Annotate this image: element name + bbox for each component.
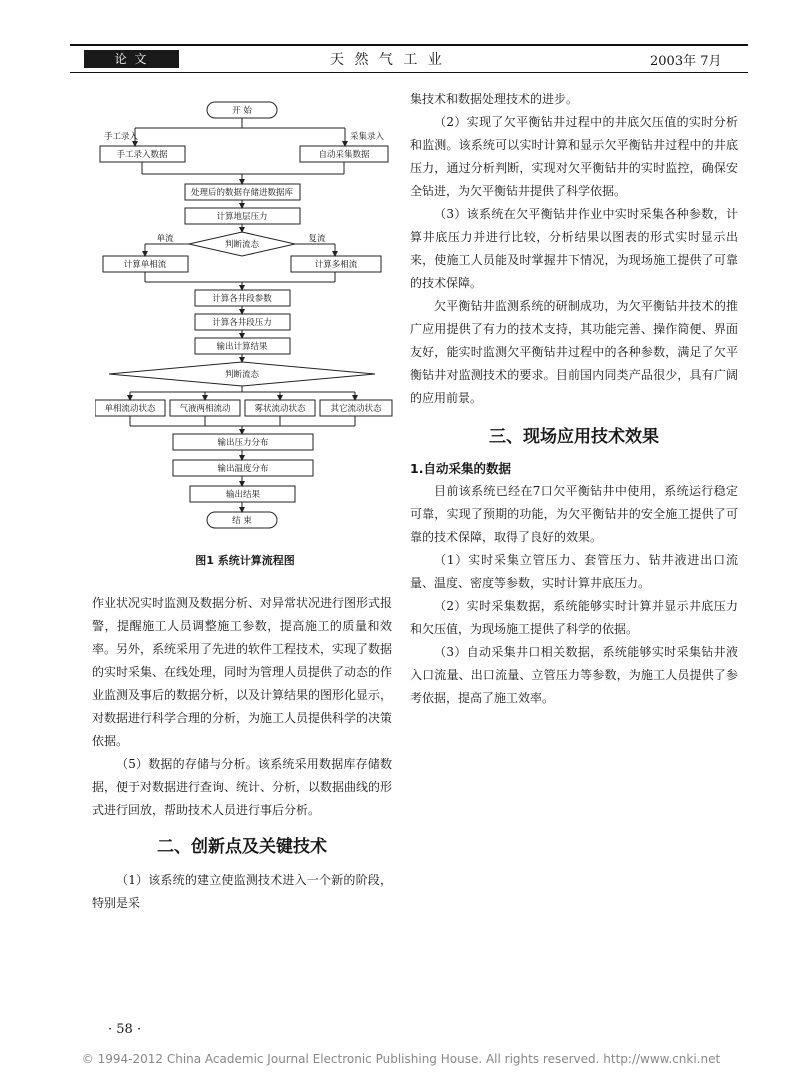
right-column: [410, 88, 738, 710]
right-subsection-heading: 1.自动采集的数据: [410, 461, 511, 476]
right-paragraph-6: （1）实时采集立管压力、套管压力、钻井液进出口流量、温度、密度等参数，实时计算井底压力。: [410, 553, 738, 590]
flow-state-label: 判断流态: [224, 370, 260, 380]
header-section-tag: 论 文: [84, 50, 179, 68]
right-paragraph-5: 目前该系统已经在7口欠平衡钻井中使用，系统运行稳定可靠，实现了预期的功能，为欠平衡钻井的安全施工提供了可靠的技术保障，取得了良好的效果。: [410, 484, 738, 544]
left-paragraph-3: （1）该系统的建立使监测技术进入一个新的阶段，特别是采: [92, 873, 392, 910]
flow-multi-branch-label: 复流: [308, 234, 326, 244]
flow-mode3-label: 雾状流动状态: [254, 404, 306, 414]
flow-mode4-label: 其它流动状态: [330, 404, 382, 414]
flow-pressure-label: 计算地层压力: [216, 212, 268, 222]
right-paragraph-2: （2）实现了欠平衡钻井过程中的井底欠压值的实时分析和监测。该系统可以实时计算和显示欠平衡钻井过程中的井底压力，通过分析判断，实现对欠平衡钻井的实时监控，确保安全钻进，为欠平衡钻井提供了科学依据。: [410, 115, 738, 198]
right-paragraph-3: （3）该系统在欠平衡钻井作业中实时采集各种参数，计算井底压力并进行比较，分析结果以图表的形式实时显示出来，使施工人员能及时掌握井下情况，为现场施工提供了可靠的技术保障。: [410, 207, 738, 290]
journal-title: 天 然 气 工 业: [330, 52, 445, 68]
flow-multi-label: 计算多相流: [314, 260, 358, 270]
flow-manual-input-label: 手工录入: [103, 132, 139, 142]
flow-pure-branch-label: 单流: [156, 234, 174, 244]
page-number: · 58 ·: [108, 1022, 142, 1037]
flow-manual-data-label: 手工录入数据: [116, 150, 168, 160]
flow-pure-label: 计算单相流: [123, 260, 167, 270]
left-column: [92, 592, 392, 915]
flow-mode1-label: 单相流动状态: [104, 404, 156, 414]
issue-date: 2003年 7月: [650, 54, 722, 69]
right-paragraph-4: 欠平衡钻井监测系统的研制成功，为欠平衡钻井技术的推广应用提供了有力的技术支持，其功能完善、操作简便、界面友好，能实时监测欠平衡钻井过程中的各种参数，满足了欠平衡钻井对监测技术的要求。目前国内同类产品很少，具有广阔的应用前景。: [410, 299, 738, 405]
left-paragraph-2: （5）数据的存储与分析。该系统采用数据库存储数据，便于对数据进行查询、统计、分析，以数据曲线的形式进行回放，帮助技术人员进行事后分析。: [92, 757, 393, 817]
header-bottom-rule: [70, 72, 748, 73]
figure-caption: 图1 系统计算流程图: [195, 554, 295, 567]
flow-end-label: 结 束: [232, 516, 252, 526]
flow-result3-label: 输出结果: [225, 490, 261, 500]
right-paragraph-7: （2）实时采集数据，系统能够实时计算并显示井底压力和欠压值，为现场施工提供了科学的依据。: [410, 599, 738, 636]
flow-result2-label: 输出温度分布: [217, 464, 269, 474]
flow-mode2-label: 气液两相流动: [179, 404, 231, 414]
flow-start-label: 开 始: [232, 106, 252, 116]
right-paragraph-8: （3）自动采集井口相关数据，系统能够实时采集钻井液入口流量、出口流量、立管压力等参数，为施工人员提供了参考依据，提高了施工效率。: [410, 645, 738, 705]
copyright-footer: © 1994-2012 China Academic Journal Electronic Publishing House. All rights reserved. http://www.cnki.net: [81, 1052, 721, 1066]
right-paragraph-1: 集技术和数据处理技术的进步。: [410, 92, 579, 106]
flow-output-label: 输出计算结果: [216, 342, 268, 352]
flow-decision-label: 判断流态: [224, 240, 260, 250]
flow-stage-label: 计算各井段压力: [212, 318, 272, 328]
flowchart-figure: [95, 96, 395, 546]
header-top-rule: [70, 44, 748, 46]
flow-each-label: 计算各井段参数: [212, 294, 272, 304]
left-paragraph-1: 作业状况实时监测及数据分析、对异常状况进行图形式报警，提醒施工人员调整施工参数，提高施工的质量和效率。另外，系统采用了先进的软件工程技术，实现了数据的实时采集、在线处理，同时为管理人员提供了动态的作业监测及事后的数据分析，以及计算结果的图形化显示，对数据进行科学合理的分析，为施工人员提供科学的决策依据。: [92, 596, 393, 748]
flow-collect-data-label: 自动采集数据: [318, 150, 370, 160]
flow-result1-label: 输出压力分布: [217, 438, 269, 448]
left-section-heading: 二、创新点及关键技术: [157, 837, 327, 857]
right-section-heading: 三、现场应用技术效果: [489, 427, 659, 447]
flow-collect-input-label: 采集录入: [349, 132, 385, 142]
flow-preprocess-label: 处理后的数据存储进数据库: [190, 188, 294, 198]
